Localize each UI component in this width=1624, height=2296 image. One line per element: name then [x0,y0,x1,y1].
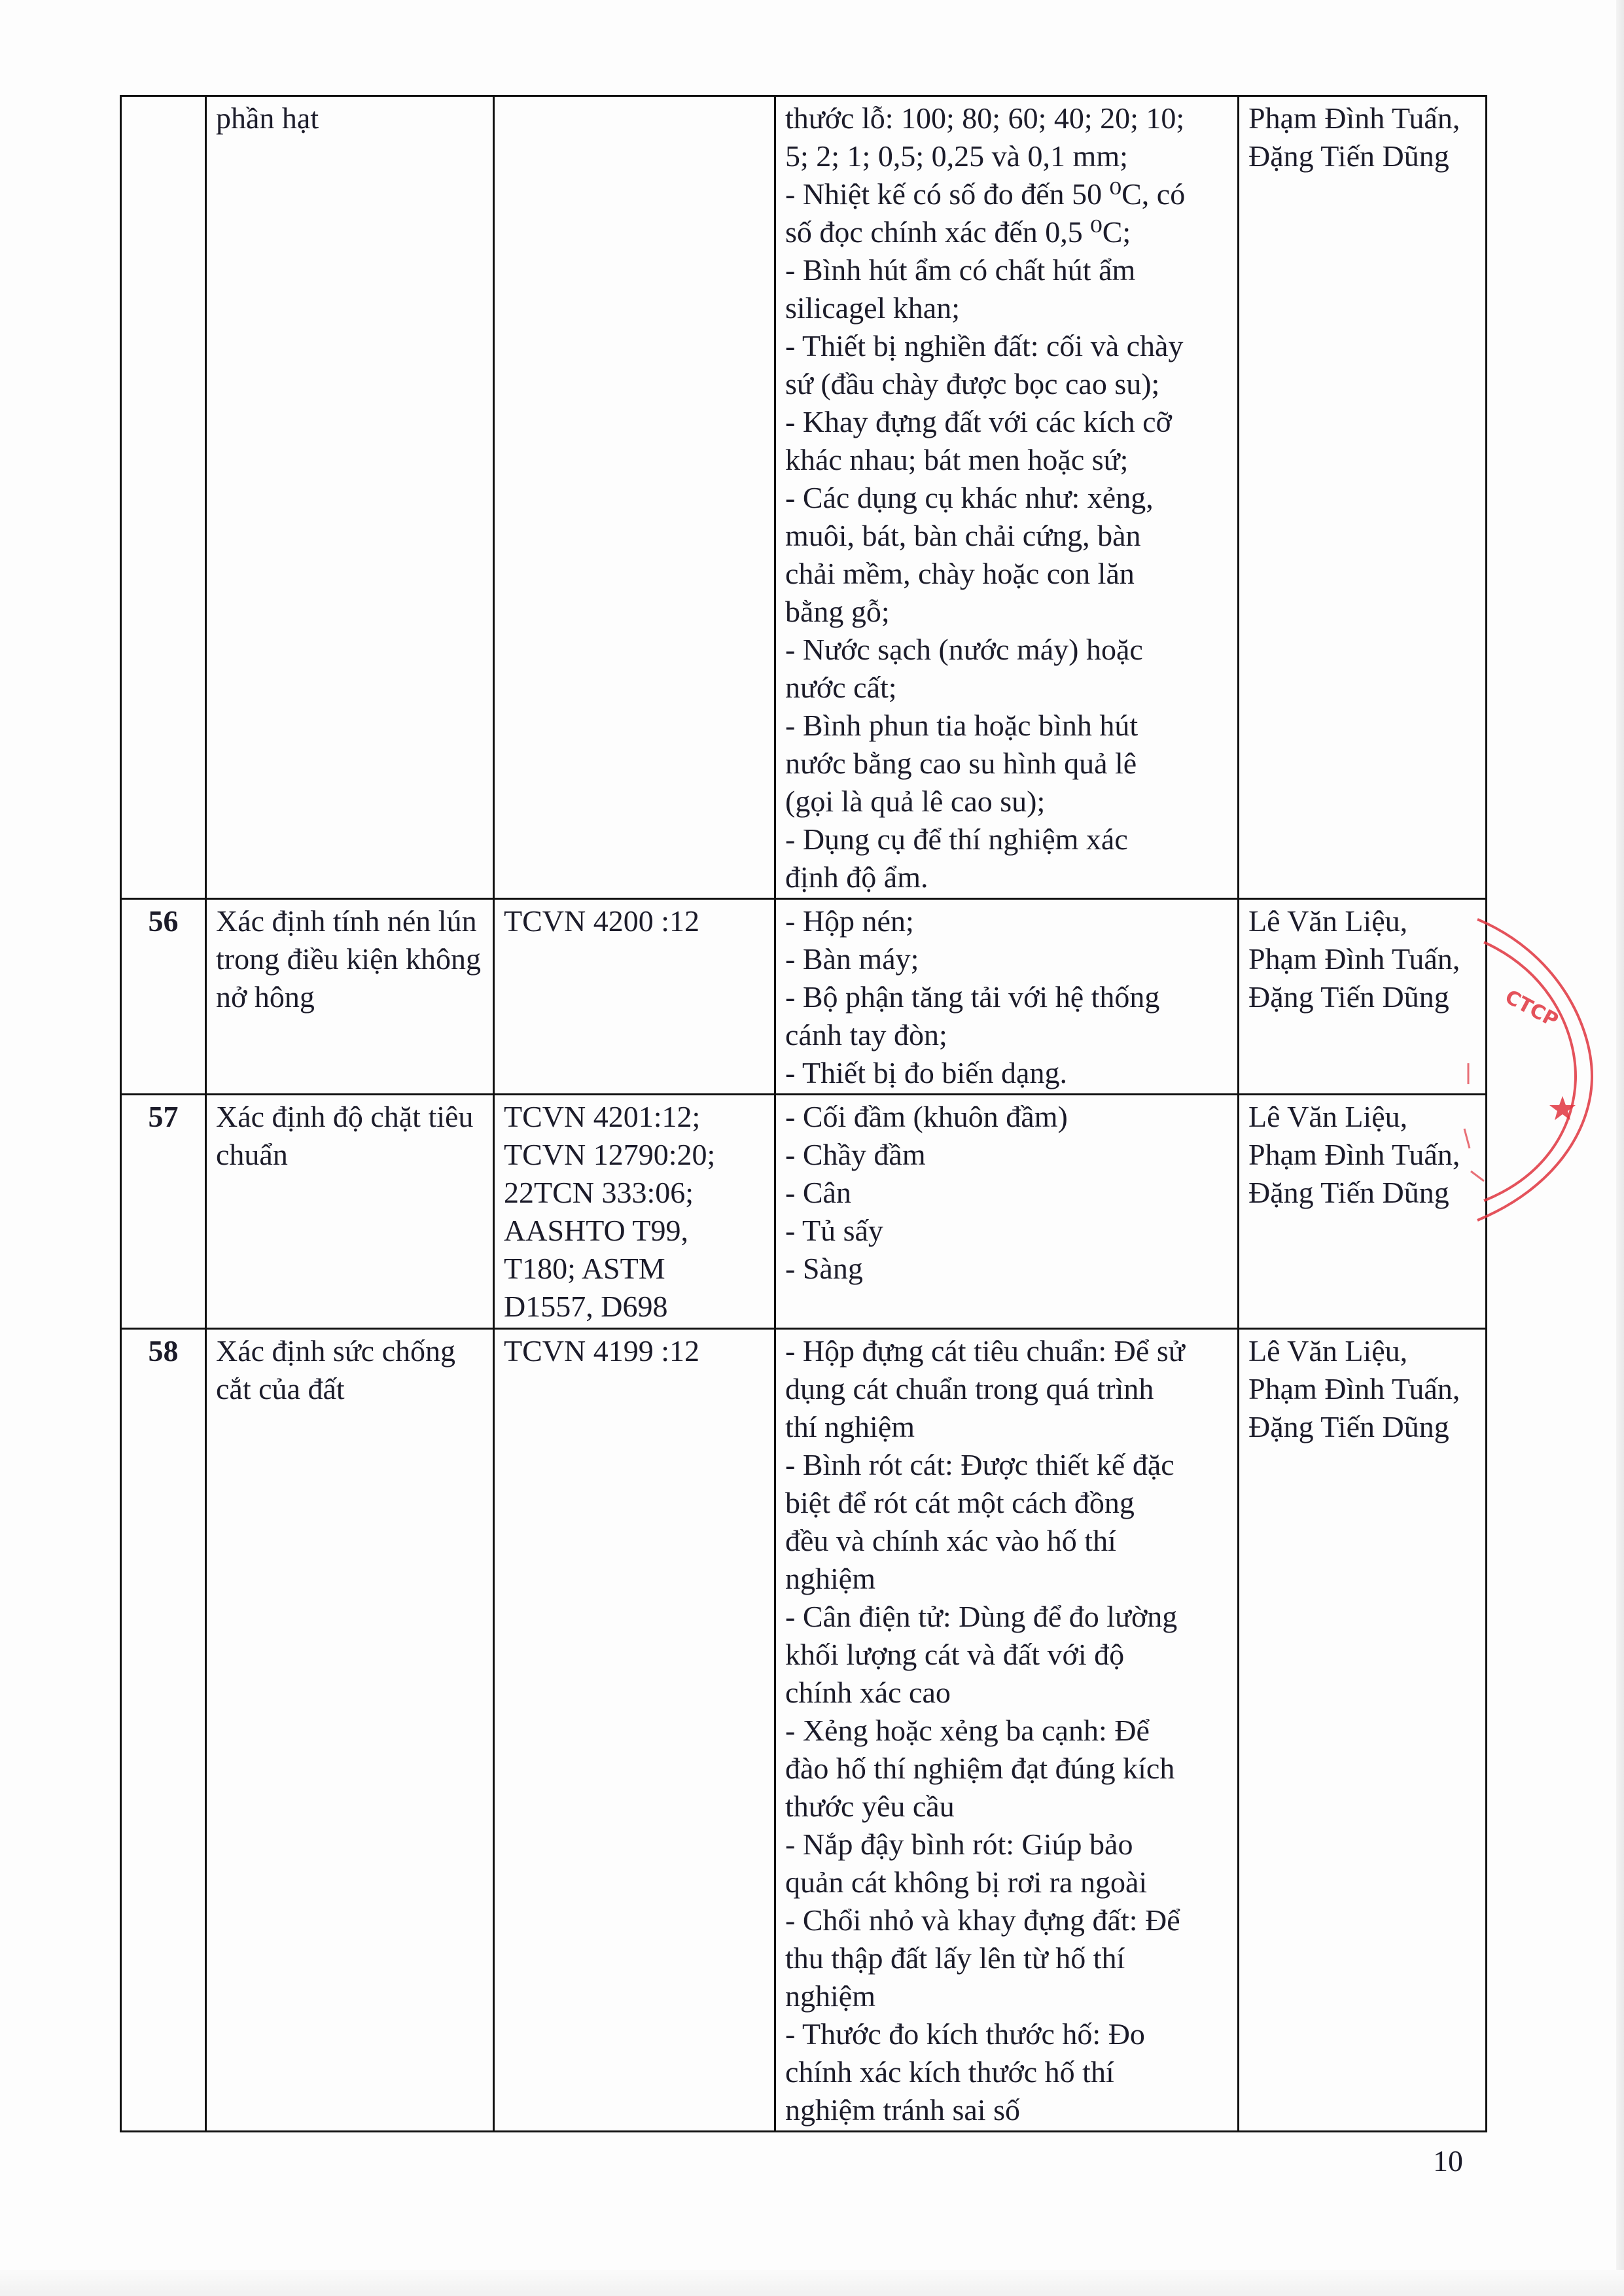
page-number: 10 [1433,2144,1463,2178]
equipment-line: muôi, bát, bàn chải cứng, bàn [785,519,1141,552]
equipment-line: khối lượng cát và đất với độ [785,1638,1125,1671]
equipment-line: - Bàn máy; [785,942,919,976]
responsible-persons: Lê Văn Liệu, Phạm Đình Tuấn, Đặng Tiến Dũng [1239,1095,1487,1329]
standard-line: TCVN 4199 :12 [504,1334,699,1368]
equipment-line: thước yêu cầu [785,1790,955,1823]
equipment-line: - Tủ sấy [785,1214,883,1247]
test-standard [494,1095,775,1329]
equipment-line: đào hố thí nghiệm đạt đúng kích [785,1752,1175,1785]
standard-line: TCVN 4201:12; [504,1100,701,1133]
equipment-list [775,899,1239,1095]
standard-line: T180; ASTM [504,1252,665,1285]
responsible-persons: Lê Văn Liệu, Phạm Đình Tuấn, Đặng Tiến Dũng [1239,1329,1487,2132]
equipment-line: nước cất; [785,671,897,704]
table-row [121,1329,1487,2132]
equipment-line: - Thiết bị đo biến dạng. [785,1056,1067,1089]
row-number: 58 [121,1329,206,2132]
equipment-line: - Khay đựng đất với các kích cỡ [785,405,1172,438]
equipment-line: - Cân [785,1176,851,1209]
equipment-line: - Nước sạch (nước máy) hoặc [785,633,1143,666]
standard-line: 22TCN 333:06; [504,1176,694,1209]
equipment-list [775,1095,1239,1329]
test-name: Xác định tính nén lún trong điều kiện không nở hông [206,899,494,1095]
responsible-persons: Lê Văn Liệu, Phạm Đình Tuấn, Đặng Tiến Dũng [1239,899,1487,1095]
equipment-line: - Thiết bị nghiền đất: cối và chày [785,329,1184,362]
equipment-line: dụng cát chuẩn trong quá trình [785,1372,1154,1405]
responsible-persons: Phạm Đình Tuấn, Đặng Tiến Dũng [1239,96,1487,899]
equipment-line: số đọc chính xác đến 0,5 ⁰C; [785,215,1131,249]
equipment-line: định độ ẩm. [785,860,928,894]
equipment-list [775,96,1239,899]
equipment-line: - Sàng [785,1252,863,1285]
equipment-line: quản cát không bị rơi ra ngoài [785,1865,1148,1899]
equipment-line: - Nắp đậy bình rót: Giúp bảo [785,1828,1133,1861]
row-number [121,96,206,899]
equipment-line: đều và chính xác vào hố thí [785,1524,1116,1557]
standard-line: TCVN 12790:20; [504,1138,716,1171]
standard-line: AASHTO T99, [504,1214,688,1247]
equipment-line: thu thập đất lấy lên từ hố thí [785,1941,1125,1975]
equipment-line: - Chổi nhỏ và khay đựng đất: Để [785,1903,1180,1937]
scan-edge-right [1616,0,1624,2296]
table-body [121,96,1487,2132]
equipment-line: - Nhiệt kế có số đo đến 50 ⁰C, có [785,177,1186,211]
equipment-line: - Bình phun tia hoặc bình hút [785,709,1139,742]
stamp-text: CTCP [1501,985,1562,1033]
equipment-line: chải mềm, chày hoặc con lăn [785,557,1135,590]
test-standard [494,96,775,899]
equipment-line: khác nhau; bát men hoặc sứ; [785,443,1129,476]
equipment-line: - Dụng cụ để thí nghiệm xác [785,822,1128,856]
test-name: Xác định sức chống cắt của đất [206,1329,494,2132]
equipment-line: - Cân điện tử: Dùng để đo lường [785,1600,1178,1633]
equipment-line: silicagel khan; [785,291,960,325]
equipment-line: - Hộp đựng cát tiêu chuẩn: Để sử [785,1334,1185,1368]
equipment-line: thí nghiệm [785,1410,915,1443]
equipment-line: nghiệm tránh sai số [785,2093,1020,2127]
equipment-line: - Chầy đầm [785,1138,926,1171]
equipment-line: - Bộ phận tăng tải với hệ thống [785,980,1160,1014]
equipment-line: nghiệm [785,1562,875,1595]
test-standard [494,1329,775,2132]
test-standard [494,899,775,1095]
equipment-line: - Hộp nén; [785,904,914,938]
equipment-line: - Thước đo kích thước hố: Đo [785,2017,1145,2051]
scan-edge-bottom [0,2270,1624,2296]
equipment-line: - Các dụng cụ khác như: xẻng, [785,481,1154,514]
row-number: 57 [121,1095,206,1329]
test-name: Xác định độ chặt tiêu chuẩn [206,1095,494,1329]
test-name: phần hạt [206,96,494,899]
row-number: 56 [121,899,206,1095]
equipment-line: - Bình rót cát: Được thiết kế đặc [785,1448,1174,1481]
company-seal-stamp [1458,913,1602,1227]
equipment-line: nghiệm [785,1979,875,2013]
standard-line: D1557, D698 [504,1290,668,1323]
equipment-table [120,95,1487,2132]
table-row [121,899,1487,1095]
table-row [121,1095,1487,1329]
equipment-line: - Bình hút ẩm có chất hút ẩm [785,253,1136,287]
equipment-line: sứ (đầu chày được bọc cao su); [785,367,1160,400]
equipment-line: bằng gỗ; [785,595,890,628]
equipment-line: 5; 2; 1; 0,5; 0,25 và 0,1 mm; [785,139,1128,173]
equipment-line: thước lỗ: 100; 80; 60; 40; 20; 10; [785,101,1185,135]
equipment-line: - Cối đầm (khuôn đầm) [785,1100,1068,1133]
equipment-line: chính xác cao [785,1676,951,1709]
equipment-line: - Xẻng hoặc xẻng ba cạnh: Để [785,1714,1150,1747]
table-row [121,96,1487,899]
equipment-line: nước bằng cao su hình quả lê [785,747,1137,780]
equipment-line: biệt để rót cát một cách đồng [785,1486,1135,1519]
equipment-line: chính xác kích thước hố thí [785,2055,1114,2089]
equipment-list [775,1329,1239,2132]
equipment-line: (gọi là quả lê cao su); [785,785,1046,818]
equipment-line: cánh tay đòn; [785,1018,947,1051]
standard-line: TCVN 4200 :12 [504,904,699,938]
